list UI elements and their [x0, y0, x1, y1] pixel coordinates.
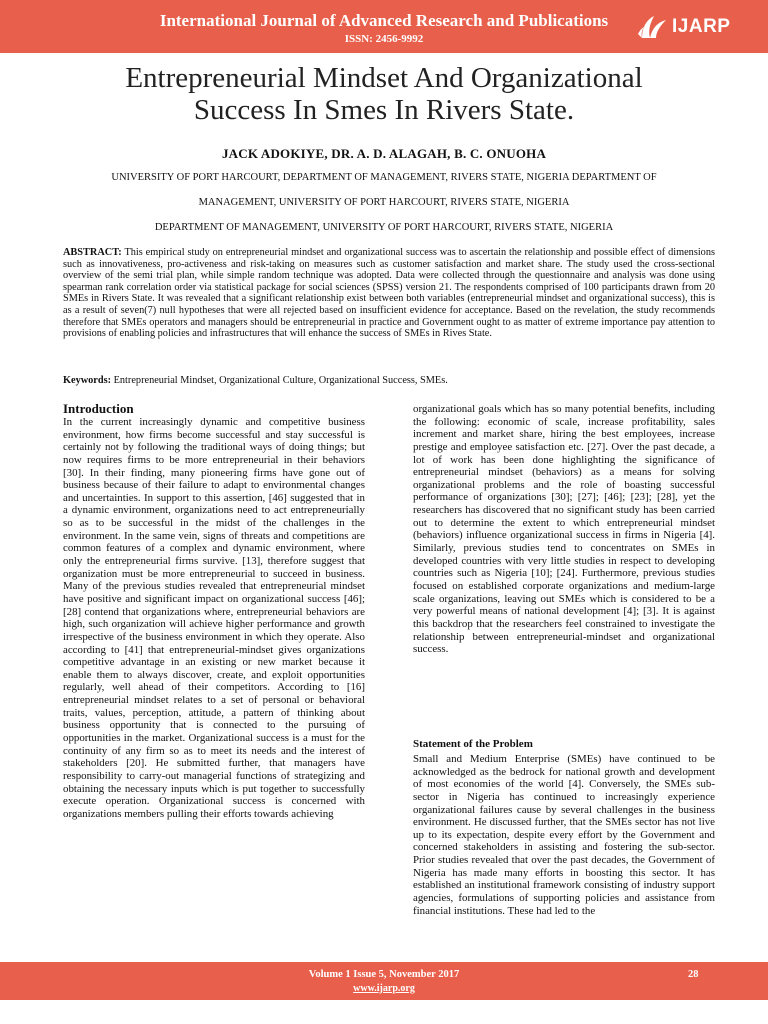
- affiliation-line-3: DEPARTMENT OF MANAGEMENT, UNIVERSITY OF PORT HARCOURT, RIVERS STATE, NIGERIA: [154, 222, 614, 233]
- keywords-text: Entrepreneurial Mindset, Organizational Culture, Organizational Success, SMEs.: [111, 375, 448, 386]
- keywords: [63, 375, 715, 387]
- introduction-paragraph: In the current increasingly dynamic and competitive business environment, how firms become successful and stay successful is certainly not by following the traditional ways of doing things; but now requires firms to be more entrepreneurial in their behaviors [30]. In their finding, many pioneering firms have gone out of business because of their failure to adapt to environmental changes and uncertainties. In support to this assertion, [46] suggested that in a dynamic environment, organizations need to act entrepreneurially so as to be successful in the midst of the challenges in the environment. In the same vein, signs of threats and competitions are common features of a complex and dynamic environment, where only the entrepreneurial firms survive. [13], therefore suggest that organization must be more entrepreneurial to succeed in business. Many of the previous studies revealed that entrepreneurial mindset have positive and significant impact on organizational success [46]; [28] contend that organizations where, entrepreneurial behaviors are high, such organization will achieve higher performance and growth irrespective of the business environment in which they operate. Also according to [41] that entrepreneurial-mindset gives organizations competitive advantage in an existing or new market because it enable them to always discover, create, and exploit opportunities regularly, well ahead of their competitors. According to [16] entrepreneurial mindset relates to a set of personal or behavioral traits, values, perception, attitude, a pattern of thinking about business opportunity that is connected to the pursuing of opportunities in the market. Organizational success is a must for the continuity of any firm so as to meet its needs and the interest of stakeholders [20]. He submitted further, that managers have responsibility to carry-out managerial functions of strategizing and obtaining the necessary inputs which is put together to successfully execute operation. Organizational success is concerned with organizations members pulling their efforts towards achieving: [63, 416, 365, 820]
- paper-title: [60, 62, 708, 126]
- journal-header-band: [0, 0, 768, 53]
- abstract-label: ABSTRACT:: [63, 247, 122, 258]
- continuation-paragraph: organizational goals which has so many potential benefits, including the following: economic of scale, increase profitability, sales increment and market share, hiring the best employees, increase prestige and employee satisfaction etc. [27]. Over the past decade, a lot of work has been done highlighting the significance of entrepreneurial mindset (behaviors) as a means for solving organizational problems and the role of boasting successful performance of organizations [30]; [27]; [46]; [23]; [28], yet the researchers has discovered that no significant study has been carried out to determine the extent to which entrepreneurial mindset (behaviors) influence organizational success in firms in Nigeria [4]. Similarly, previous studies tend to concentrates on SMEs in developed countries with very little studies in respect to developing countries such as Nigeria [10]; [24]. Furthermore, previous studies focused on established corporate organizations and medium-large scale organizations, leaving out SMEs which is considered to be a very powerful means of national development [4]; [3]. It is against this backdrop that the researchers feel constrained to investigate the relationship between entrepreneurial-mindset and organizational success.: [413, 403, 715, 656]
- journal-website-link[interactable]: www.ijarp.org: [353, 983, 415, 994]
- abstract-text: This empirical study on entrepreneurial mindset and organizational success was to ascertain the relationship and possible effect of dimensions such as innovativeness, pro-activeness and risk-taking on measures such as customer satisfaction and market share. The study used the cross-sectional overview of the semi trial plan, while simple random technique was adopted. Data were collected through the questionnaire and analysis was done using spearman rank correlation order via statistical package for social sciences (SPSS) version 21. The respondents comprised of 100 participants drawn from 20 SMEs in Rivers State. It was revealed that a significant relationship exist between both variables (entrepreneurial mindset and organizational success), this is as a result of seven(7) null hypotheses that were all rejected based on insufficient evidence for acceptance. Based on the revelation, the study recommends therefore that SMEs operators and managers should be entrepreneurial in practice and Government ought to as matter of extreme importance pay attention to provisions of enabling policies and infrastructures that will enhance the success of SMEs in Rives State.: [63, 247, 715, 340]
- page-number: 28: [688, 969, 699, 980]
- journal-footer-band: [0, 962, 768, 1000]
- problem-statement-paragraph: Small and Medium Enterprise (SMEs) have continued to be acknowledged as the bedrock for national growth and development of most economies of the world [4]. Conversely, the SMEs sub-sector in Nigeria has continued to increasingly experience organizational failures cause by several challenges in the business environment. He discussed further, that the SMEs sector has not live up to its expectation, despite every effort by the Government and concerned stakeholders in assisting and fostering the sub-sector. Prior studies revealed that over the past decades, the Government of Nigeria has made many efforts in boosting this sector. It has established an institutional framework consisting of industry support agencies, formulations of supporting policies and assistance from financial institutions. These had led to the: [413, 753, 715, 917]
- abstract: [63, 247, 715, 340]
- volume-issue: Volume 1 Issue 5, November 2017: [308, 969, 460, 980]
- problem-statement-heading: Statement of the Problem: [413, 738, 533, 750]
- title-line-1: Entrepreneurial Mindset And Organizational: [125, 62, 643, 94]
- introduction-body: [63, 416, 365, 821]
- logo-text: IJARP: [672, 16, 731, 37]
- keywords-label: Keywords:: [63, 375, 112, 386]
- problem-statement-body: [413, 753, 715, 917]
- journal-name: International Journal of Advanced Research and Publications: [159, 11, 609, 30]
- introduction-heading: Introduction: [63, 401, 134, 416]
- affiliation-line-2: MANAGEMENT, UNIVERSITY OF PORT HARCOURT, RIVERS STATE, NIGERIA: [198, 197, 570, 208]
- leaf-logo-icon: [636, 12, 670, 42]
- right-column-continuation: [413, 403, 715, 656]
- affiliation-line-1: UNIVERSITY OF PORT HARCOURT, DEPARTMENT OF MANAGEMENT, RIVERS STATE, NIGERIA DEPARTMENT OF: [111, 172, 657, 183]
- authors: JACK ADOKIYE, DR. A. D. ALAGAH, B. C. ONUOHA: [221, 146, 547, 161]
- journal-logo: [636, 12, 756, 42]
- issn: ISSN: 2456-9992: [344, 33, 424, 45]
- title-line-2: Success In Smes In Rivers State.: [193, 94, 575, 126]
